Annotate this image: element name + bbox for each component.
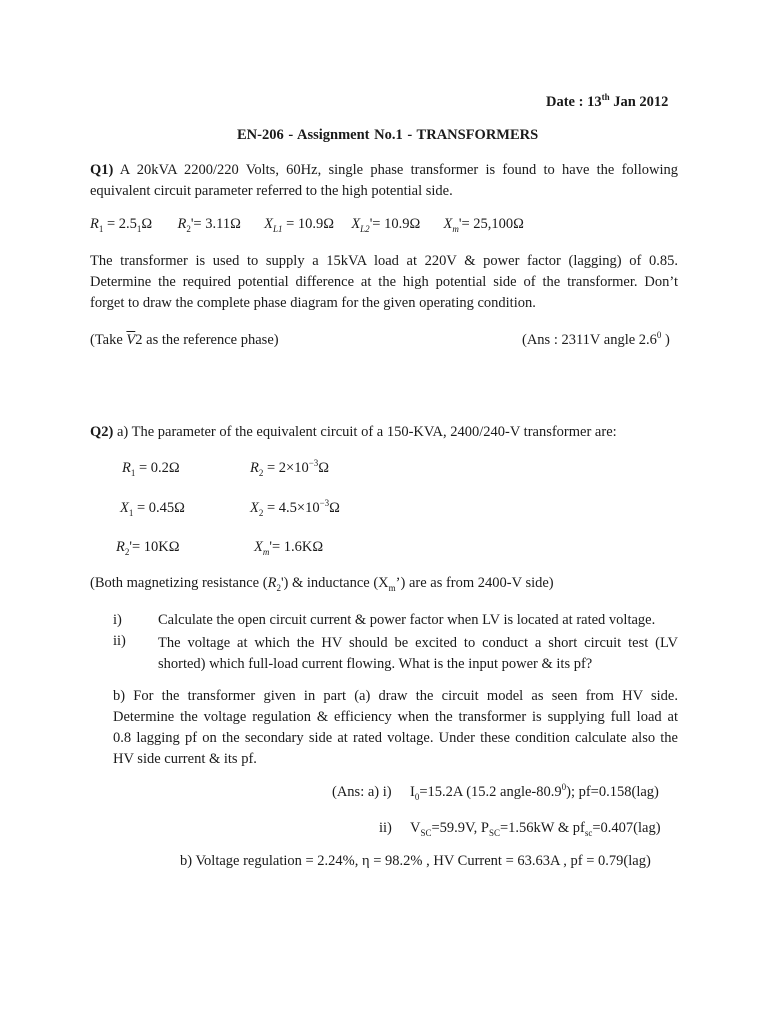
q2-param-r2: $R_2 = 2\times 10^{-3}\Omega$	[250, 458, 330, 478]
ans-ai-sub: 0	[414, 791, 420, 802]
q1-answer-sup: 0	[656, 330, 662, 341]
q1-intro-line1: A 20kVA 2200/220 Volts, 60Hz, single phase transformer is found to have the following	[113, 162, 678, 178]
q2-intro	[90, 424, 617, 441]
q2-part-b	[113, 686, 678, 770]
q1-paragraph	[90, 251, 678, 314]
q2-ans-b: b) Voltage regulation = 2.24%, η = 98.2% , HV Current = 63.63A , pf = 0.79(lag)	[180, 853, 651, 869]
q2-r2-value: = 2×10	[266, 460, 309, 476]
q2-mag-sub: m	[388, 582, 396, 593]
q1-label: Q1)	[90, 162, 114, 178]
ans-ai-prefix: I	[410, 784, 415, 800]
ans-aii-mid2: =1.56kW & pf	[500, 820, 585, 836]
q2-b-line2: Determine the voltage regulation & efficiency when the transformer is supplying full load at	[113, 709, 678, 725]
ans-aii-psub: SC	[488, 827, 500, 838]
q1-r1-sub: 1	[136, 223, 142, 234]
q1-para-line2: Determine the required potential difference at the high potential side of the transformer. Don’t	[90, 274, 678, 290]
q2-x2-unit: Ω	[329, 500, 340, 516]
ans-aii-mid: =59.9V, P	[431, 820, 489, 836]
ans-ai-end: ); pf=0.158(lag)	[566, 784, 659, 800]
date-sup: th	[601, 92, 610, 103]
q1-r2: '= 3.11Ω	[190, 216, 241, 232]
q2-mag-mid: ') & inductance (X	[280, 575, 389, 591]
q1-answer	[522, 332, 670, 349]
ans-aii-v: V	[410, 820, 421, 836]
q1-take-suffix: 2 as the reference phase)	[135, 332, 279, 348]
q1-xl1: = 10.9Ω	[286, 216, 335, 232]
q2-ans-a-i	[410, 784, 659, 801]
q2-rc-value: '= 10KΩ	[129, 539, 180, 555]
q2-item-i-text: Calculate the open circuit current & power factor when LV is located at rated voltage.	[158, 612, 656, 628]
q2-param-xm: $X_m'= 1.6K\Omega$	[254, 539, 324, 557]
q2-b-line3: 0.8 lagging pf on the secondary side at rated voltage. Under these condition calculate also the	[113, 730, 678, 746]
q2-b-line4: HV side current & its pf.	[113, 751, 257, 767]
date-line	[546, 94, 668, 111]
q1-xm: '= 25,100Ω	[458, 216, 524, 232]
q1-para-line1: The transformer is used to supply a 15kVA load at 220V & power factor (lagging) of 0.85.	[90, 253, 678, 269]
q2-r1-value: = 0.2Ω	[138, 460, 180, 476]
q2-mag-end: ’) are as from 2400-V side)	[395, 575, 554, 591]
q2-r2-unit: Ω	[318, 460, 330, 476]
q1-take-prefix: (Take	[90, 332, 127, 348]
page-title: EN-206 - Assignment No.1 - TRANSFORMERS	[237, 127, 539, 143]
q2-x2-value: = 4.5×10	[266, 500, 320, 516]
q2-param-x1: $X_1 = 0.45\Omega$	[120, 500, 185, 518]
ans-aii-end: =0.407(lag)	[592, 820, 661, 836]
q2-param-rc: $R_2'= 10K\Omega$	[116, 539, 180, 557]
q1-para-line3: forget to draw the complete phase diagram for the given operating condition.	[90, 295, 536, 311]
q2-b-line1: b) For the transformer given in part (a) draw the circuit model as seen from HV side.	[113, 688, 678, 704]
q2-xm-value: '= 1.6KΩ	[269, 539, 324, 555]
ans-ai-sup: 0	[561, 782, 567, 793]
ans-aii-vsub: SC	[420, 827, 432, 838]
v-bar-symbol: V	[126, 332, 136, 348]
q1-take-line	[90, 332, 279, 349]
q2-mag-text: (Both magnetizing resistance (	[90, 575, 268, 591]
q1-intro	[90, 160, 678, 202]
q1-intro-line2: equivalent circuit parameter referred to the high potential side.	[90, 183, 453, 199]
q2-r2-exp: −3	[308, 458, 319, 469]
q2-param-r1: $R_1 = 0.2\Omega$	[122, 460, 180, 478]
q2-param-x2: $X_2 = 4.5\times 10^{-3}\Omega$	[250, 498, 340, 518]
ans-aii-pfsub: sc	[584, 827, 593, 838]
q2-magnetizing-line: (Both magnetizing resistance $(R_2')$ & inductance $(X_m’)$ are as from 2400-V side)	[90, 575, 554, 593]
q1-r1: = 2.5	[106, 216, 137, 232]
q2-item-i-num: i)	[113, 612, 122, 628]
q1-answer-text: (Ans : 2311V angle 2.6	[522, 332, 657, 348]
q2-item-ii-text	[158, 633, 678, 675]
q2-ans-a-ii	[410, 820, 661, 837]
q1-r1-unit: Ω	[141, 216, 153, 232]
ans-ai-mid: =15.2A (15.2 angle-80.9	[419, 784, 562, 800]
q1-params: $R_1 = 2.5_1\Omega$ $R_2'= 3.11\Omega$ $X_{L1} = 10.9\Omega$ $X_{L2}'= 10.9\Omega$ $X_m'= 25,100\Omega$	[90, 216, 524, 234]
q2-ans-a-ii-label: ii)	[379, 820, 392, 836]
q2-intro-text: a) The parameter of the equivalent circuit of a 150-KVA, 2400/240-V transformer are:	[113, 424, 617, 440]
q2-label: Q2)	[90, 424, 114, 440]
q2-ans-a-i-label: (Ans: a) i)	[332, 784, 392, 800]
q1-xl2: '= 10.9Ω	[369, 216, 421, 232]
q2-item-ii-line2: shorted) which full-load current flowing. What is the input power & its pf?	[158, 656, 593, 672]
q1-answer-end: )	[661, 332, 670, 348]
q2-x1-value: = 0.45Ω	[136, 500, 185, 516]
q2-item-ii-num: ii)	[113, 633, 126, 649]
q2-x2-exp: −3	[319, 498, 330, 509]
q2-item-ii-line1: The voltage at which the HV should be excited to conduct a short circuit test (LV	[158, 635, 678, 651]
date-text: Date : 13	[546, 94, 602, 110]
date-suffix: Jan 2012	[609, 94, 669, 110]
